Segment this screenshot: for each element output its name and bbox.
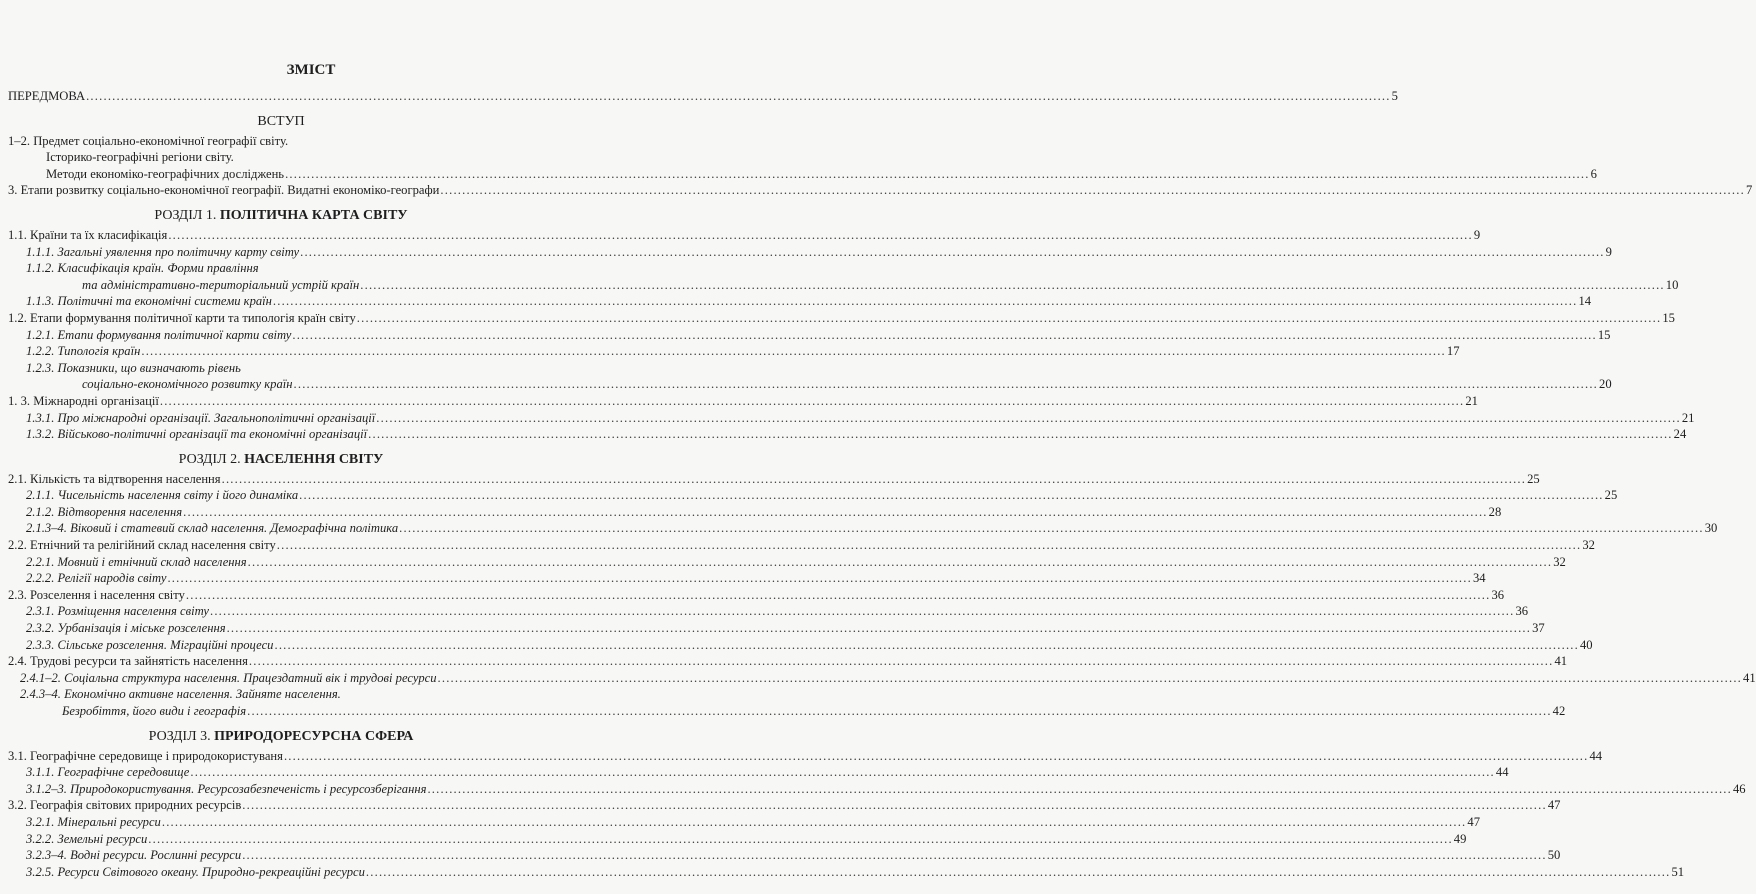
page-number: 51 <box>1671 864 1685 879</box>
page-number: 17 <box>1446 344 1460 359</box>
page-number: 25 <box>1604 488 1618 503</box>
page-number: 28 <box>1488 504 1502 519</box>
section-heading-prefix: РОЗДІЛ 3. <box>148 728 215 744</box>
toc-entry-title: 2.1. Кількість та відтворення населення <box>8 471 221 486</box>
page-number: 9 <box>1473 227 1481 242</box>
toc-entry[interactable] <box>8 748 1603 765</box>
page-number: 36 <box>1515 604 1529 619</box>
page-number: 47 <box>1547 798 1561 813</box>
toc-entry-title: 1.3.2. Військово-політичні організації та економічні організації <box>26 427 368 442</box>
page-number: 46 <box>1732 781 1746 796</box>
page-number: 7 <box>1745 183 1753 198</box>
toc-entry-title: 1. 3. Міжнародні організації <box>8 393 159 408</box>
toc-entry[interactable] <box>8 310 1675 327</box>
toc-section <box>8 207 1695 443</box>
toc-entry[interactable] <box>8 471 1540 488</box>
dot-leader: ............................................................................................................................................................................................................................................................................................................ <box>285 166 1590 181</box>
toc-entry-title: 1.1.2. Класифікація країн. Форми правління <box>26 261 259 276</box>
page-number: 15 <box>1597 327 1611 342</box>
page-number: 49 <box>1453 831 1467 846</box>
toc-entry-title: Безробіття, його види і географія <box>62 704 247 718</box>
toc-entry-title: соціально-економічного розвитку країн <box>82 377 293 392</box>
toc-section <box>8 728 1746 881</box>
toc-sections <box>8 82 1756 880</box>
toc-entry-title: 2.4.1–2. Соціальна структура населення. Працездатний вік і трудові ресурси <box>20 670 437 685</box>
dot-leader: ............................................................................................................................................................................................................................................................................................................ <box>167 571 1472 586</box>
toc-entry[interactable] <box>8 327 1611 344</box>
toc-entry-title: 2.2.2. Релігії народів світу <box>26 571 167 586</box>
dot-leader: ............................................................................................................................................................................................................................................................................................................ <box>272 294 1578 309</box>
dot-leader: ............................................................................................................................................................................................................................................................................................................ <box>141 344 1446 359</box>
toc-entry[interactable] <box>8 520 1718 537</box>
toc-entry[interactable] <box>8 620 1545 637</box>
page-number: 34 <box>1472 571 1486 586</box>
page-number: 25 <box>1527 471 1540 486</box>
toc-entry-title: 2.1.1. Чисельність населення світу і його динаміка <box>26 488 299 503</box>
toc-entry-title: 2.4.3–4. Економічно активне населення. Зайняте населення. <box>20 687 341 702</box>
dot-leader: ............................................................................................................................................................................................................................................................................................................ <box>242 848 1547 863</box>
dot-leader: ............................................................................................................................................................................................................................................................................................................ <box>356 310 1662 325</box>
section-heading-prefix: ВСТУП <box>257 113 305 129</box>
toc-entry[interactable] <box>8 244 1612 261</box>
toc-entry-title: 3.2.1. Мінеральні ресурси <box>26 814 161 829</box>
toc-entry-title: 2.4. Трудові ресурси та зайнятість населення <box>8 654 248 669</box>
dot-leader: ............................................................................................................................................................................................................................................................................................................ <box>437 670 1743 685</box>
toc-entry[interactable] <box>8 764 1509 781</box>
dot-leader: ............................................................................................................................................................................................................................................................................................................ <box>360 277 1665 292</box>
toc-entry[interactable] <box>8 603 1529 620</box>
toc-entry-title: 1.2.3. Показники, що визначають рівень <box>26 360 241 375</box>
page-number: 32 <box>1553 554 1566 569</box>
dot-leader: ............................................................................................................................................................................................................................................................................................................ <box>161 814 1467 829</box>
section-heading-prefix: РОЗДІЛ 2. <box>178 451 245 467</box>
section-heading <box>8 728 554 746</box>
toc-entry-title: 1–2. Предмет соціально-економічної географії світу. <box>8 133 289 148</box>
page-number: 21 <box>1465 393 1478 408</box>
toc-section <box>8 82 1398 105</box>
toc-entry[interactable] <box>8 554 1566 571</box>
page-number: 14 <box>1578 294 1592 309</box>
dot-leader: ............................................................................................................................................................................................................................................................................................................ <box>86 89 1391 103</box>
toc-entry[interactable] <box>8 360 1612 393</box>
toc-entry[interactable] <box>8 487 1618 504</box>
dot-leader: ............................................................................................................................................................................................................................................................................................................ <box>300 244 1605 259</box>
toc-section <box>8 113 1753 199</box>
toc-entry[interactable] <box>8 504 1502 521</box>
dot-leader: ............................................................................................................................................................................................................................................................................................................ <box>183 504 1488 519</box>
dot-leader: ............................................................................................................................................................................................................................................................................................................ <box>247 554 1553 569</box>
toc-entry[interactable] <box>8 393 1478 410</box>
toc-entry-title: 3.2.2. Земельні ресурси <box>26 831 148 846</box>
toc-entry[interactable] <box>8 781 1746 798</box>
section-heading <box>8 451 554 469</box>
dot-leader: ............................................................................................................................................................................................................................................................................................................ <box>226 621 1532 636</box>
toc-entry[interactable] <box>8 182 1753 199</box>
dot-leader: ............................................................................................................................................................................................................................................................................................................ <box>283 748 1589 763</box>
toc-entry[interactable] <box>8 797 1561 814</box>
page-number: 44 <box>1495 765 1509 780</box>
page-number: 41 <box>1743 670 1756 685</box>
dot-leader: ............................................................................................................................................................................................................................................................................................................ <box>168 227 1473 242</box>
toc-entry-title: ПЕРЕДМОВА <box>8 89 86 103</box>
toc-entry-title: 3.1.2–3. Природокористування. Ресурсозабезпеченість і ресурсозберігання <box>26 781 427 796</box>
toc-entry-title: 1.1. Країни та їх класифікація <box>8 227 168 242</box>
toc-entry-title: 2.2. Етнічний та релігійний склад населення світу <box>8 538 276 553</box>
toc-entry[interactable] <box>8 343 1460 360</box>
page-number: 37 <box>1532 621 1545 636</box>
page-title: ЗМІСТ <box>286 62 336 78</box>
page-number: 15 <box>1662 310 1675 325</box>
dot-leader: ............................................................................................................................................................................................................................................................................................................ <box>368 427 1673 442</box>
toc-entry[interactable] <box>8 260 1679 293</box>
toc-entry[interactable] <box>8 227 1481 244</box>
page-number: 44 <box>1589 748 1603 763</box>
page-number: 41 <box>1554 654 1568 669</box>
toc-entry-title: 1.2.1. Етапи формування політичної карти світу <box>26 327 292 342</box>
dot-leader: ............................................................................................................................................................................................................................................................................................................ <box>248 654 1554 669</box>
dot-leader: ............................................................................................................................................................................................................................................................................................................ <box>399 521 1704 536</box>
toc-entry-title: 1.2. Етапи формування політичної карти та типологія країн світу <box>8 310 356 325</box>
page-number: 47 <box>1467 814 1480 829</box>
toc-entry-title: 2.3.1. Розміщення населення світу <box>26 604 209 619</box>
toc-entry[interactable] <box>8 410 1695 427</box>
dot-leader: ............................................................................................................................................................................................................................................................................................................ <box>247 704 1552 718</box>
page-number: 42 <box>1552 704 1566 718</box>
toc-entry-title: 3.2.3–4. Водні ресурси. Рослинні ресурси <box>26 848 242 863</box>
toc-entry[interactable] <box>8 133 1597 183</box>
section-heading-title: ПОЛІТИЧНА КАРТА СВІТУ <box>219 207 408 223</box>
dot-leader: ............................................................................................................................................................................................................................................................................................................ <box>221 471 1527 486</box>
toc-entry[interactable] <box>8 426 1687 443</box>
toc-entry[interactable] <box>8 637 1593 654</box>
section-heading-title: НАСЕЛЕННЯ СВІТУ <box>244 451 384 467</box>
dot-leader: ............................................................................................................................................................................................................................................................................................................ <box>293 377 1599 392</box>
toc-entry-title: 1.2.2. Типологія країн <box>26 344 141 359</box>
toc-entry[interactable] <box>8 831 1467 848</box>
toc-entry[interactable] <box>8 293 1592 310</box>
toc-section <box>8 451 1756 720</box>
toc-entry-title: 2.3. Розселення і населення світу <box>8 587 185 602</box>
page-number: 10 <box>1665 277 1679 292</box>
dot-leader: ............................................................................................................................................................................................................................................................................................................ <box>427 781 1732 796</box>
dot-leader: ............................................................................................................................................................................................................................................................................................................ <box>190 765 1495 780</box>
toc-entry-title: 1.1.1. Загальні уявлення про політичну карту світу <box>26 244 300 259</box>
section-heading-prefix: РОЗДІЛ 1. <box>154 207 220 223</box>
page-number: 32 <box>1582 538 1595 553</box>
dot-leader: ............................................................................................................................................................................................................................................................................................................ <box>159 393 1465 408</box>
toc-entry[interactable] <box>8 537 1595 554</box>
page-number: 5 <box>1391 89 1398 103</box>
dot-leader: ............................................................................................................................................................................................................................................................................................................ <box>299 488 1604 503</box>
toc-entry-title: 3.2. Географія світових природних ресурсів <box>8 798 242 813</box>
section-heading-title: ПРИРОДОРЕСУРСНА СФЕРА <box>214 728 414 744</box>
toc-entry-title: 2.1.3–4. Віковий і статевий склад населення. Демографічна політика <box>26 521 399 536</box>
toc-entry[interactable] <box>8 864 1685 881</box>
section-heading <box>8 207 554 225</box>
toc-entry-title: 2.2.1. Мовний і етнічний склад населення <box>26 554 247 569</box>
dot-leader: ............................................................................................................................................................................................................................................................................................................ <box>274 637 1579 652</box>
table-of-contents <box>8 58 1756 880</box>
toc-entry-title: 2.3.2. Урбанізація і міське розселення <box>26 621 226 636</box>
toc-entry[interactable] <box>8 587 1505 604</box>
page-number: 24 <box>1673 427 1687 442</box>
toc-entry[interactable] <box>8 814 1480 831</box>
section-heading <box>8 113 554 131</box>
toc-entry[interactable] <box>8 686 1566 719</box>
page-number: 6 <box>1590 166 1597 181</box>
toc-entry-title: та адміністративно-територіальний устрій країн <box>82 277 360 292</box>
page-number: 30 <box>1704 521 1718 536</box>
page-number: 40 <box>1580 637 1593 652</box>
dot-leader: ............................................................................................................................................................................................................................................................................................................ <box>365 864 1671 879</box>
toc-entry-title: 1.1.3. Політичні та економічні системи країн <box>26 294 272 309</box>
toc-entry-title: 3.1. Географічне середовище і природокористуваня <box>8 748 283 763</box>
page-number: 9 <box>1605 244 1612 259</box>
toc-entry-title: 2.3.3. Сільське розселення. Міграційні процеси <box>26 637 274 652</box>
dot-leader: ............................................................................................................................................................................................................................................................................................................ <box>185 587 1491 602</box>
dot-leader: ............................................................................................................................................................................................................................................................................................................ <box>276 538 1582 553</box>
dot-leader: ............................................................................................................................................................................................................................................................................................................ <box>376 410 1681 425</box>
dot-leader: ............................................................................................................................................................................................................................................................................................................ <box>242 798 1547 813</box>
toc-entry-title: 3. Етапи розвитку соціально-економічної географії. Видатні економіко-географи <box>8 183 440 198</box>
toc-entry[interactable] <box>8 570 1486 587</box>
toc-entry-title: Історико-географічні регіони світу. <box>46 150 234 165</box>
dot-leader: ............................................................................................................................................................................................................................................................................................................ <box>292 327 1597 342</box>
dot-leader: ............................................................................................................................................................................................................................................................................................................ <box>148 831 1453 846</box>
page-number: 36 <box>1491 587 1505 602</box>
page-number: 50 <box>1547 848 1561 863</box>
toc-entry-title: 3.1.1. Географічне середовище <box>26 765 190 780</box>
toc-entry[interactable] <box>8 653 1568 670</box>
toc-entry[interactable] <box>8 88 1398 105</box>
toc-entry-title: Методи економіко-географічних досліджень <box>46 166 285 181</box>
toc-entry-title: 1.3.1. Про міжнародні організації. Загальнополітичні організації <box>26 410 376 425</box>
toc-entry-title: 2.1.2. Відтворення населення <box>26 504 183 519</box>
toc-entry[interactable] <box>8 670 1756 687</box>
toc-entry-title: 3.2.5. Ресурси Світового океану. Природно-рекреаційні ресурси <box>26 864 365 879</box>
page-number: 20 <box>1599 377 1612 392</box>
page-number: 21 <box>1681 410 1695 425</box>
dot-leader: ............................................................................................................................................................................................................................................................................................................ <box>209 604 1515 619</box>
dot-leader: ............................................................................................................................................................................................................................................................................................................ <box>440 183 1745 198</box>
toc-entry[interactable] <box>8 847 1561 864</box>
